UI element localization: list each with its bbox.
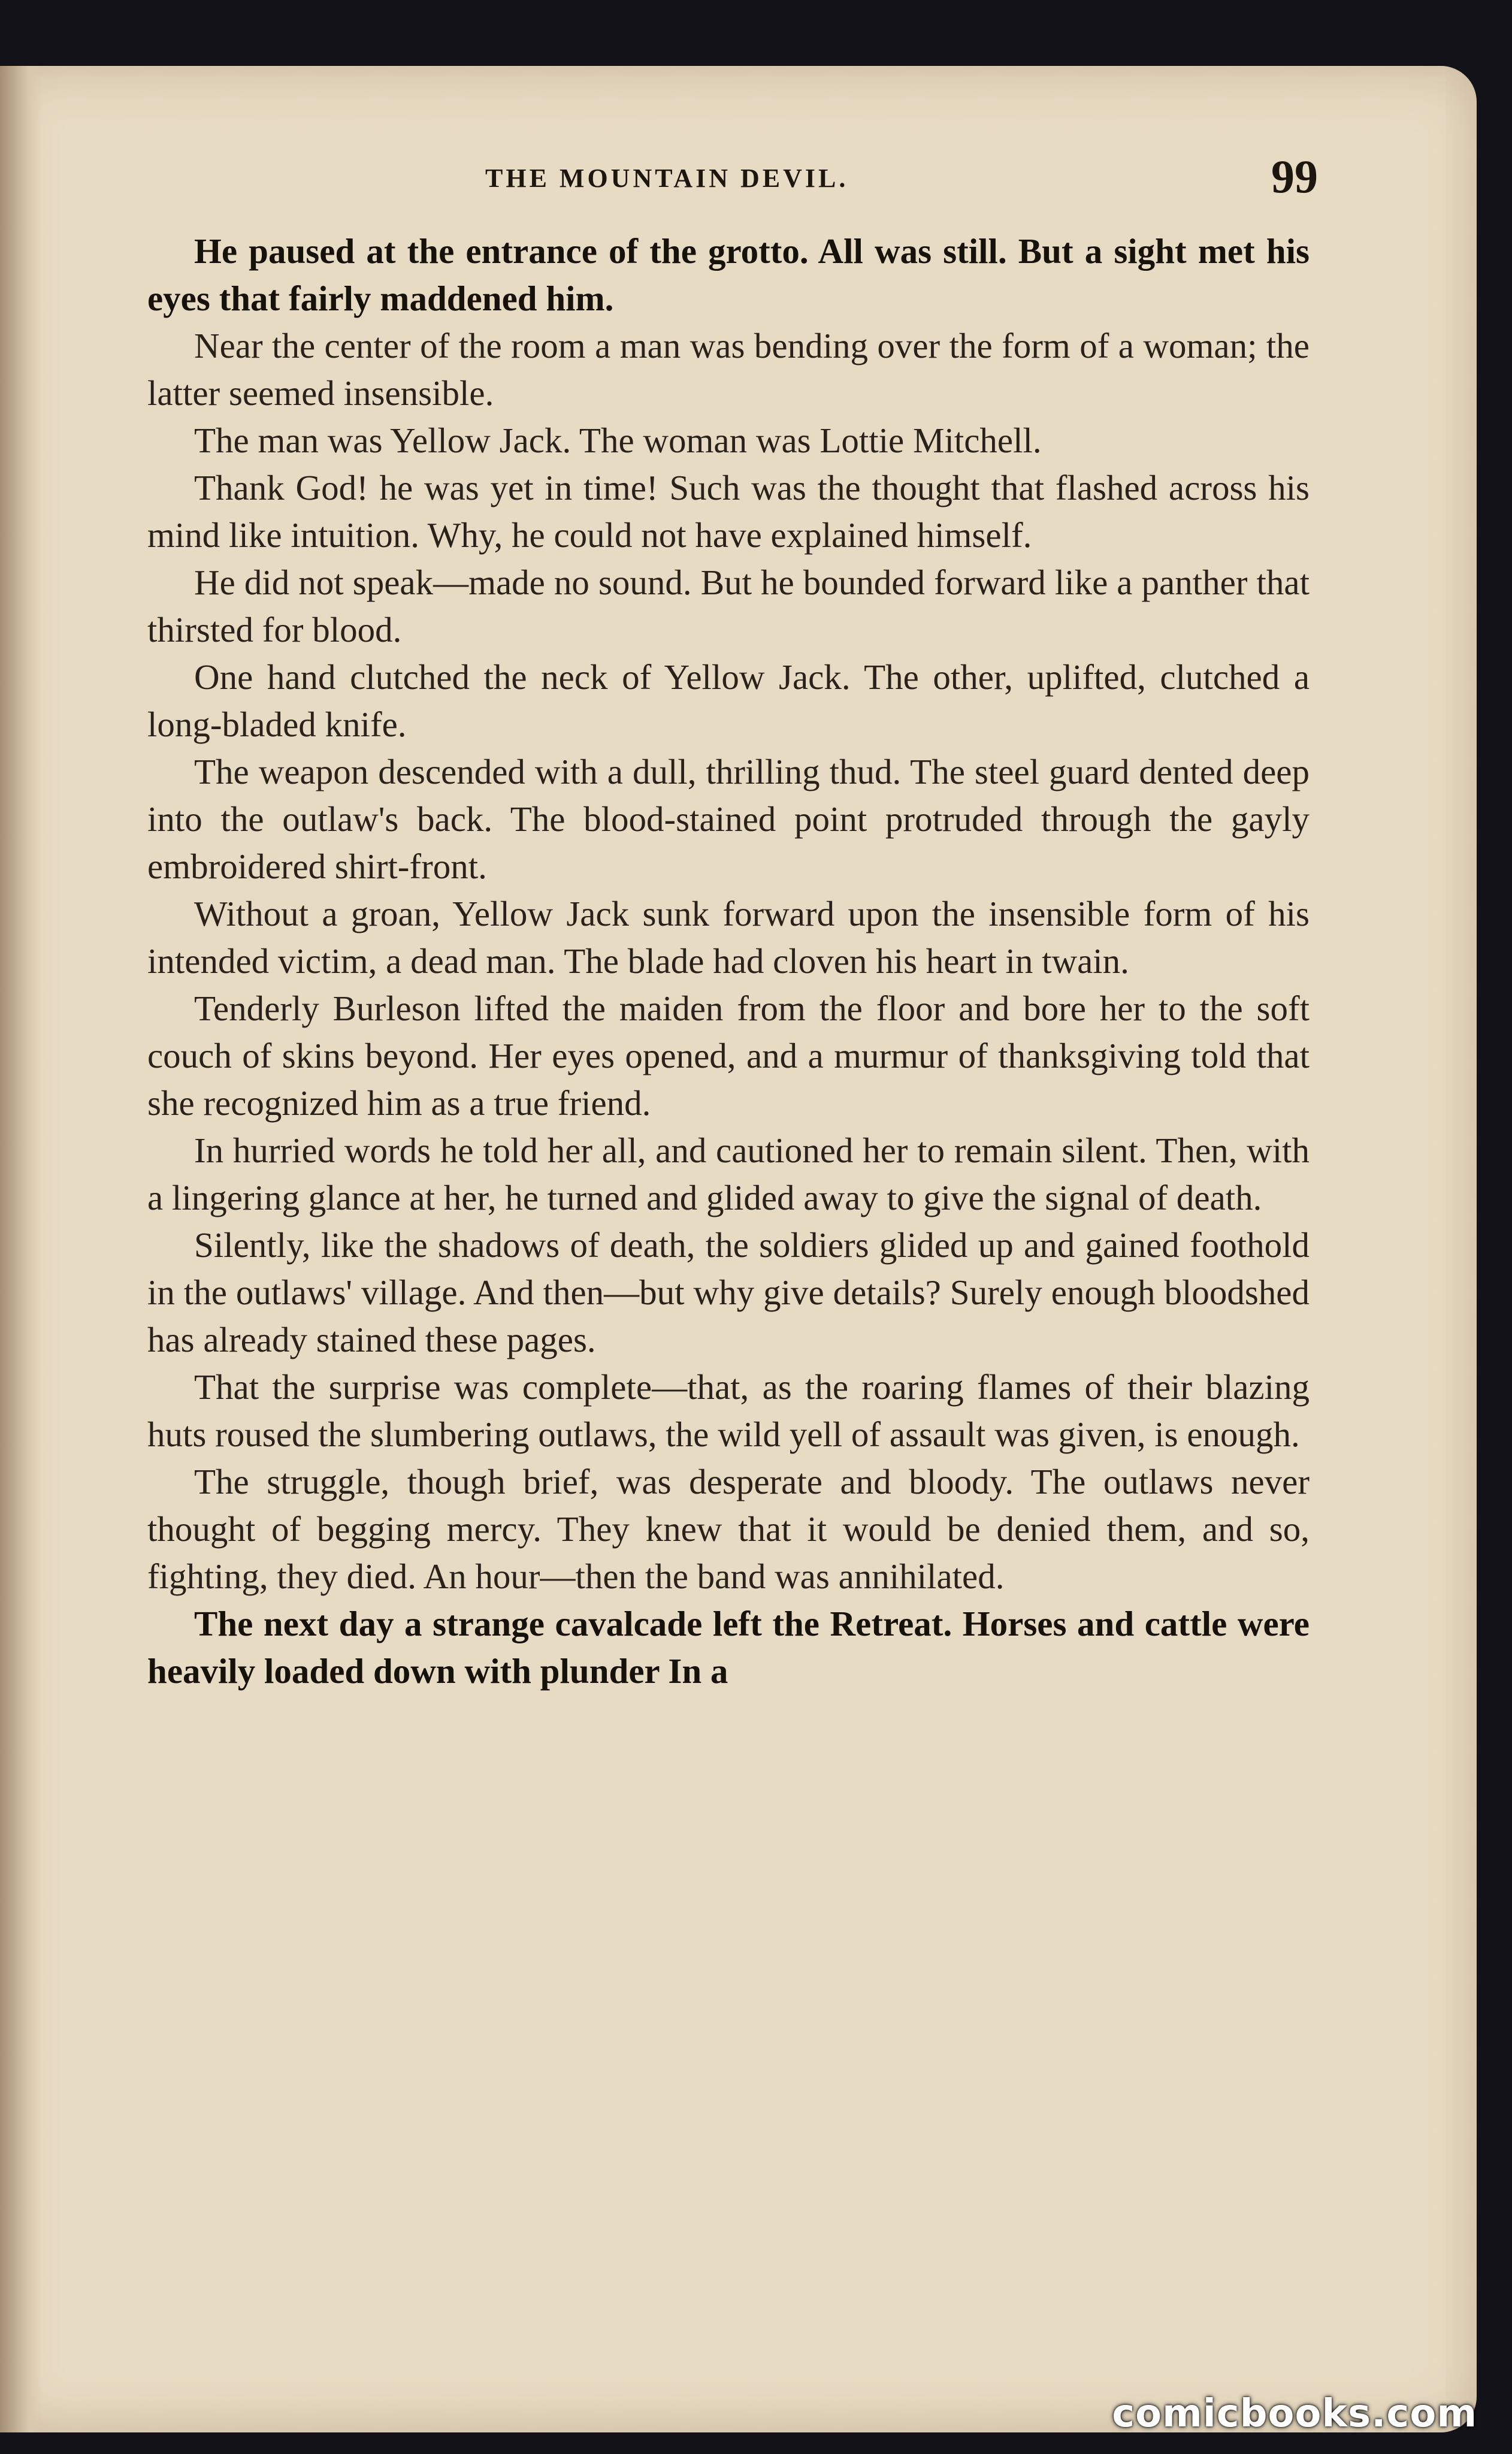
paragraph: He paused at the entrance of the grotto. All was still. But a sight met his eyes that fairly maddened him. [147,231,1310,318]
body-text [147,228,1310,1695]
paragraph: That the surprise was complete—that, as the roaring flames of their blazing huts roused the slumbering outlaws, the wild yell of assault was given, is enough. [147,1367,1310,1454]
paragraph: The struggle, though brief, was desperate and bloody. The outlaws never thought of begging mercy. They knew that it would be denied them, and so, fighting, they died. An hour—then the band was annihilated. [147,1462,1310,1596]
paragraph: The next day a strange cavalcade left the Retreat. Horses and cattle were heavily loaded down with plunder In a [147,1604,1310,1691]
paragraph: Without a groan, Yellow Jack sunk forward upon the insensible form of his intended victim, a dead man. The blade had cloven his heart in twain. [147,894,1310,981]
page-binding-shadow [0,66,42,2432]
paragraph: The weapon descended with a dull, thrilling thud. The steel guard dented deep into the outlaw's back. The blood-stained point protruded through the gayly embroidered shirt-front. [147,752,1310,886]
page-number: 99 [1271,150,1318,203]
running-head [180,150,1318,204]
paper-page [0,66,1477,2432]
paragraph: One hand clutched the neck of Yellow Jack. The other, uplifted, clutched a long-bladed knife. [147,657,1310,744]
paragraph: In hurried words he told her all, and cautioned her to remain silent. Then, with a lingering glance at her, he turned and glided away to give the signal of death. [147,1131,1310,1217]
paragraph: Silently, like the shadows of death, the soldiers glided up and gained foothold in the outlaws' village. And then—but why give details? Surely enough bloodshed has already stained these pages. [147,1225,1310,1359]
paragraph: Near the center of the room a man was bending over the form of a woman; the latter seemed insensible. [147,326,1310,413]
paragraph: Thank God! he was yet in time! Such was the thought that flashed across his mind like intuition. Why, he could not have explained himself. [147,468,1310,555]
paragraph: The man was Yellow Jack. The woman was Lottie Mitchell. [194,421,1042,460]
watermark: comicbooks.com [1112,2392,1477,2436]
paragraph: Tenderly Burleson lifted the maiden from the floor and bore her to the soft couch of skins beyond. Her eyes opened, and a murmur of thanksgiving told that she recognized him as a true friend. [147,989,1310,1123]
paragraph: He did not speak—made no sound. But he bounded forward like a panther that thirsted for blood. [147,563,1310,649]
running-title: THE MOUNTAIN DEVIL. [485,164,849,193]
